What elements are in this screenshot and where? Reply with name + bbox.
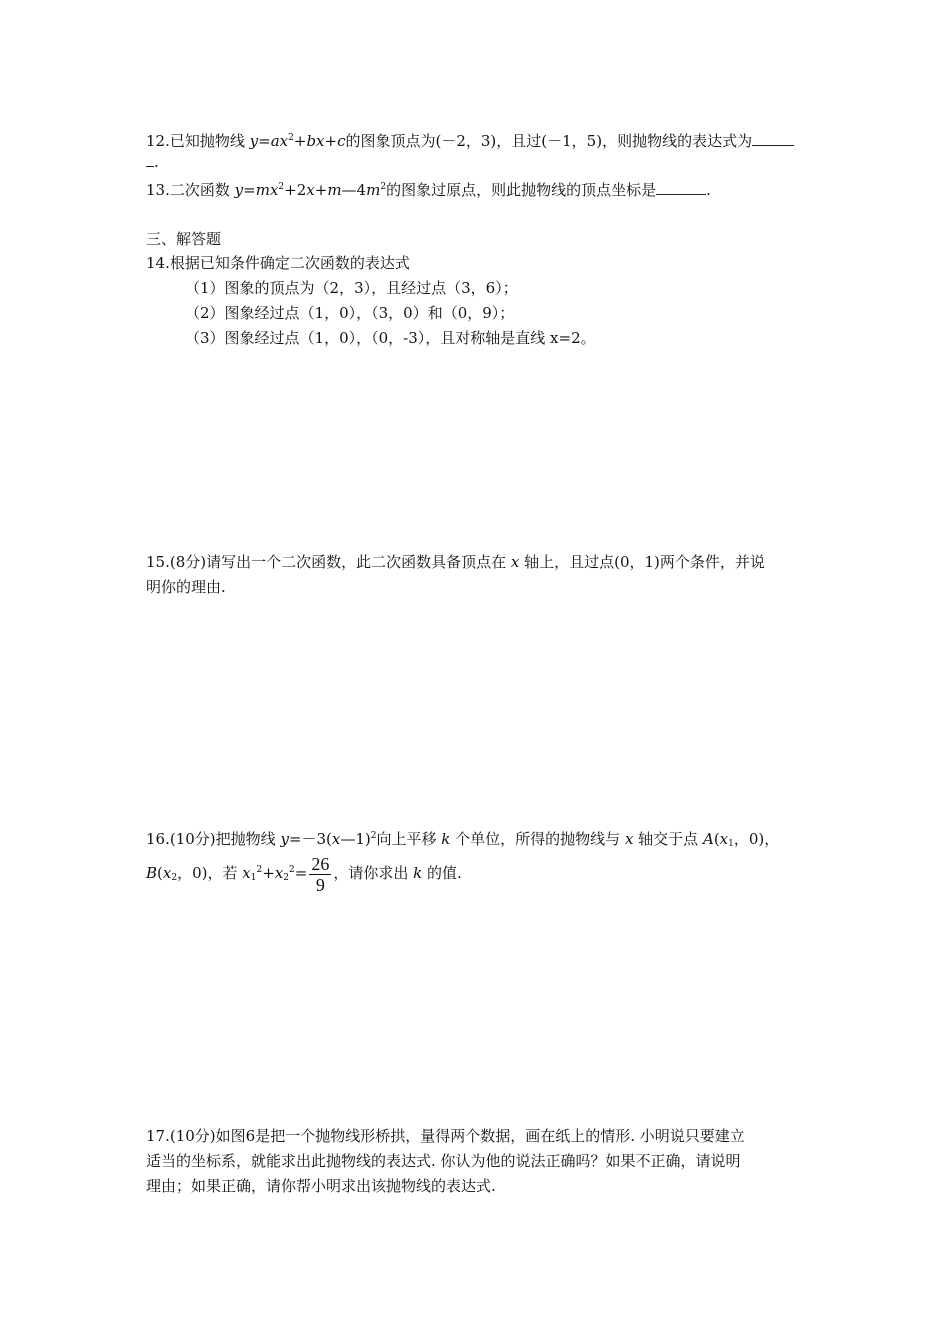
- question-14-item-3: （3）图象经过点（1，0），（0，-3），且对称轴是直线 x=2。: [185, 329, 596, 347]
- question-16-text-g: 的值.: [426, 864, 462, 882]
- question-13-text-a: 二次函数: [169, 181, 230, 199]
- question-14-item-2: （2）图象经过点（1，0），（3，0）和（0，9）；: [185, 304, 515, 322]
- question-16-text-b: 向上平移: [376, 830, 437, 848]
- question-15-text-a: 15.(8分)请写出一个二次函数，此二次函数具备顶点在: [146, 553, 507, 571]
- question-16-point-b: B: [146, 864, 158, 882]
- question-16-line-1: 16.(10分)把抛物线 y=－3(x—1)$^2$向上平移 k 个单位，所得的抛物线与 x 轴交于点 $A(x_1$，0)，: [146, 830, 780, 849]
- question-16-text-d: 轴交于点: [638, 830, 699, 848]
- question-12-line-1: 12.已知抛物线 $y=ax^2+bx+c$的图象顶点为(－2，3)，且过(－1，5)，则抛物线的表达式为: [146, 128, 794, 151]
- question-16-point-a: A: [702, 830, 714, 848]
- question-12-period: .: [154, 153, 159, 171]
- answer-blank-12: [752, 131, 794, 146]
- answer-blank-13: [656, 180, 706, 195]
- question-12-line-2: [146, 152, 159, 172]
- question-14-title: 14.根据已知条件确定二次函数的表达式: [146, 254, 410, 272]
- answer-blank-12-cont: [146, 152, 154, 167]
- question-17-line-1: 17.(10分)如图6是把一个抛物线形桥拱，量得两个数据，画在纸上的情形. 小明说只要建立: [146, 1127, 745, 1145]
- question-16-line-2: $B(x_2$，0)，若 $x_1^2+x_2^2=$ $\frac{26}{9}$ ，请你求出 k 的值.: [146, 853, 462, 895]
- question-16-formula: y: [280, 830, 289, 848]
- question-16-text-f: ，请你求出: [333, 864, 409, 882]
- question-16-text-c: 个单位，所得的抛物线与: [455, 830, 621, 848]
- question-12-number: 12.: [146, 132, 170, 150]
- question-15-line-2: 明你的理由.: [146, 578, 226, 596]
- question-17-line-2: 适当的坐标系，就能求出此抛物线的表达式. 你认为他的说法正确吗？如果不正确，请说明: [146, 1152, 741, 1170]
- fraction-numerator: 26: [311, 853, 330, 874]
- question-15-variable: x: [506, 553, 525, 571]
- question-15-line-1: [146, 552, 765, 572]
- question-14-item-1: （1）图象的顶点为（2，3），且经过点（3，6）；: [185, 279, 518, 297]
- section-heading: 三、解答题: [146, 230, 222, 248]
- question-13-text-b: 的图象过原点，则此抛物线的顶点坐标是: [386, 181, 657, 199]
- question-13-number: 13.: [146, 181, 170, 199]
- question-12-text-a: 已知抛物线: [169, 132, 245, 150]
- question-12-text-b: 的图象顶点为(－2，3)，且过(－1，5)，则抛物线的表达式为: [345, 132, 753, 150]
- fraction-26-over-9: [309, 854, 331, 895]
- question-13-period: .: [706, 181, 711, 199]
- question-16-text-a: 16.(10分)把抛物线: [146, 830, 276, 848]
- question-13: 13.二次函数 $y=mx^2+2x+m—4m^2$的图象过原点，则此抛物线的顶点坐标是 .: [146, 181, 711, 199]
- question-13-formula: y: [234, 181, 244, 199]
- question-15-text-b: 轴上，且过点(0，1)两个条件，并说: [524, 553, 765, 571]
- question-17-line-3: 理由；如果正确，请你帮小明求出该抛物线的表达式.: [146, 1177, 496, 1195]
- fraction-denominator: 9: [315, 874, 325, 895]
- question-12-formula: y: [249, 132, 259, 150]
- question-16-text-e: ，若: [207, 864, 238, 882]
